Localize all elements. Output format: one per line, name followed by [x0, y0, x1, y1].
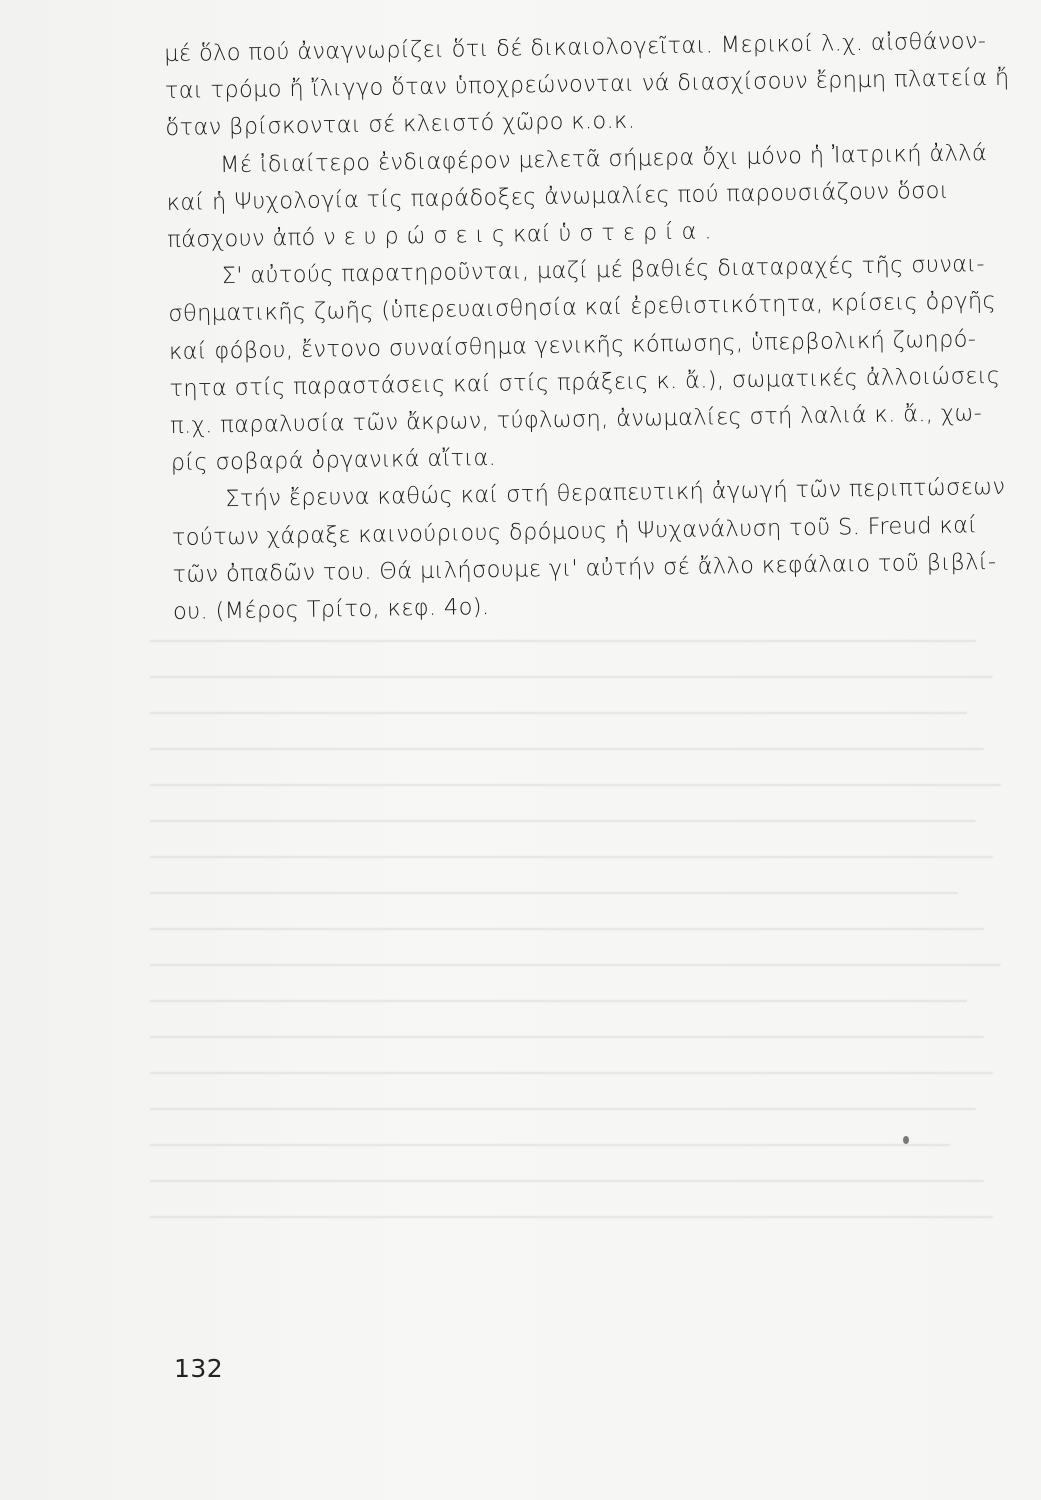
page-number: 132 — [174, 1354, 224, 1383]
paper-speck — [903, 1136, 909, 1144]
text-line: καί φόβου, ἔντονο συναίσθημα γενικῆς κόπωσης, ὑπερβολική ζωηρό- — [168, 325, 977, 365]
paragraph-neuroses — [166, 134, 1013, 259]
text-line: Στήν ἔρευνα καθώς καί στή θεραπευτική ἀγωγή τῶν περιπτώσεων — [225, 474, 1006, 513]
text-line: τούτων χάραξε καινούριους δρόμους ἡ Ψυχανάλυση τοῦ S. Freud καί — [171, 511, 978, 551]
text-line: ται τρόμο ἤ ἴλιγγο ὅταν ὑποχρεώνονται νά διασχίσουν ἔρημη πλατεία ἤ — [164, 64, 1010, 105]
text-line: Μέ ἰδιαίτερο ἐνδιαφέρον μελετᾶ σήμερα ὄχι μόνο ἡ Ἰατρική ἀλλά — [219, 139, 988, 178]
text-line: ρίς σοβαρά ὀργανικά αἴτια. — [170, 445, 497, 477]
paragraph-phobias-continuation — [164, 23, 1011, 148]
text-line: πάσχουν ἀπό ν ε υ ρ ώ σ ε ι ς καί ὑ σ τ ε ρ ί α . — [167, 218, 712, 253]
text-line: καί ἡ Ψυχολογία τίς παράδοξες ἀνωμαλίες πού παρουσιάζουν ὅσοι — [166, 177, 950, 216]
body-text — [164, 23, 1018, 631]
text-line: τῶν ὀπαδῶν του. Θά μιλήσουμε γι' αὐτήν σέ ἄλλο κεφάλαιο τοῦ βιβλί- — [172, 548, 997, 588]
text-line: ου. (Μέρος Τρίτο, κεφ. 4ο). — [172, 594, 490, 625]
text-line: π.χ. παραλυσία τῶν ἄκρων, τύφλωση, ἀνωμαλίες στή λαλιά κ. ἄ., χω- — [169, 400, 983, 439]
text-line: σθηματικῆς ζωῆς (ὑπερευαισθησία καί ἐρεθιστικότητα, κρίσεις ὀργῆς — [168, 288, 997, 328]
text-line: Σ' αὐτούς παρατηροῦνται, μαζί μέ βαθιές διαταραχές τῆς συναι- — [221, 251, 986, 290]
text-line: ὅταν βρίσκονται σέ κλειστό χῶρο κ.ο.κ. — [165, 108, 636, 142]
text-line: τητα στίς παραστάσεις καί στίς πράξεις κ. ἄ.), σωματικές ἀλλοιώσεις — [169, 362, 1001, 402]
paragraph-symptoms — [168, 246, 1016, 482]
paragraph-psychoanalysis — [171, 469, 1018, 631]
text-line: μέ ὅλο πού ἀναγνωρίζει ὅτι δέ δικαιολογεῖται. Μερικοί λ.χ. αἰσθάνον- — [164, 28, 987, 67]
reverse-side-bleed-through — [150, 640, 1010, 1320]
